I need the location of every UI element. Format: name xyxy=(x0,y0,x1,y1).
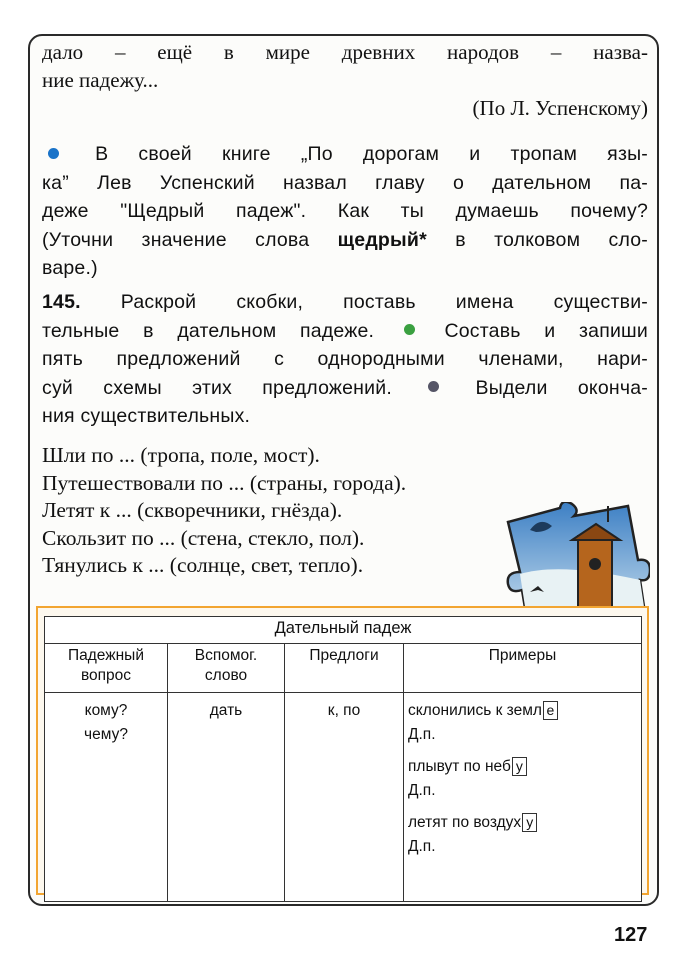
page-number: 127 xyxy=(614,924,648,946)
example-line: Путешествовали по ... (страны, города). xyxy=(42,470,407,495)
ending-box: у xyxy=(512,757,527,776)
green-bullet-icon xyxy=(404,324,415,335)
example-phrase: склонились к земл е xyxy=(408,699,637,723)
example-sentences xyxy=(42,442,406,580)
aux-word-cell: дать xyxy=(168,693,285,902)
task-note-line: ка” Лев Успенский назвал главу о дательном па- xyxy=(42,171,648,194)
dative-case-table-panel xyxy=(36,606,649,895)
blue-bullet-icon xyxy=(48,148,59,159)
example-line: Шли по ... (тропа, поле, мост). xyxy=(42,443,320,467)
ending-box: у xyxy=(522,813,537,832)
example-line: Летят к ... (скворечники, гнёзда). xyxy=(42,498,343,522)
case-label: Д.п. xyxy=(408,838,436,855)
example-phrase: плывут по неб у xyxy=(408,755,637,779)
dative-case-table xyxy=(44,616,642,902)
column-header: Предлоги xyxy=(285,644,404,693)
gray-bullet-icon xyxy=(428,381,439,392)
exercise-line: 145. Раскрой скобки, поставь имена существи- xyxy=(42,291,648,313)
column-header: Примеры xyxy=(404,644,642,693)
case-label: Д.п. xyxy=(408,782,436,799)
exercise-line: тельные в дательном падеже. Составь и запиши xyxy=(42,319,648,342)
intro-line: дало – ещё в мире древних народов – назва- xyxy=(42,40,648,64)
bold-word: щедрый* xyxy=(337,228,427,251)
task-note-line: В своей книге „По дорогам и тропам язы- xyxy=(42,140,648,169)
table-title: Дательный падеж xyxy=(45,617,642,644)
exercise-line: суй схемы этих предложений. Выдели оконча- xyxy=(42,376,648,399)
example-line: Скользит по ... (стена, стекло, пол). xyxy=(42,525,365,550)
intro-source: (По Л. Успенскому) xyxy=(472,96,648,120)
task-note xyxy=(42,140,648,283)
case-label: Д.п. xyxy=(408,726,436,743)
example-line: Тянулись к ... (солнце, свет, тепло). xyxy=(42,553,364,577)
example-phrase: летят по воздух у xyxy=(408,811,637,835)
exercise-line: ния существительных. xyxy=(42,405,251,427)
prepositions-cell: к, по xyxy=(285,693,404,902)
exercise-number: 145. xyxy=(42,291,81,313)
intro-line: ние падежу... xyxy=(42,68,159,92)
ending-box: е xyxy=(543,701,558,720)
examples-cell xyxy=(404,693,642,902)
task-note-line: (Уточни значение слова щедрый* в толковом сло- xyxy=(42,228,648,251)
task-note-line: варе.) xyxy=(42,257,98,279)
exercise-line: пять предложений с однородными членами, нари- xyxy=(42,348,648,370)
question-cell: кому? чему? xyxy=(45,693,168,902)
intro-paragraph xyxy=(42,38,648,122)
task-note-line: деже "Щедрый падеж". Как ты думаешь почему? xyxy=(42,200,648,222)
column-header: Падежный вопрос xyxy=(45,644,168,693)
exercise-145 xyxy=(42,288,648,431)
column-header: Вспомог. слово xyxy=(168,644,285,693)
